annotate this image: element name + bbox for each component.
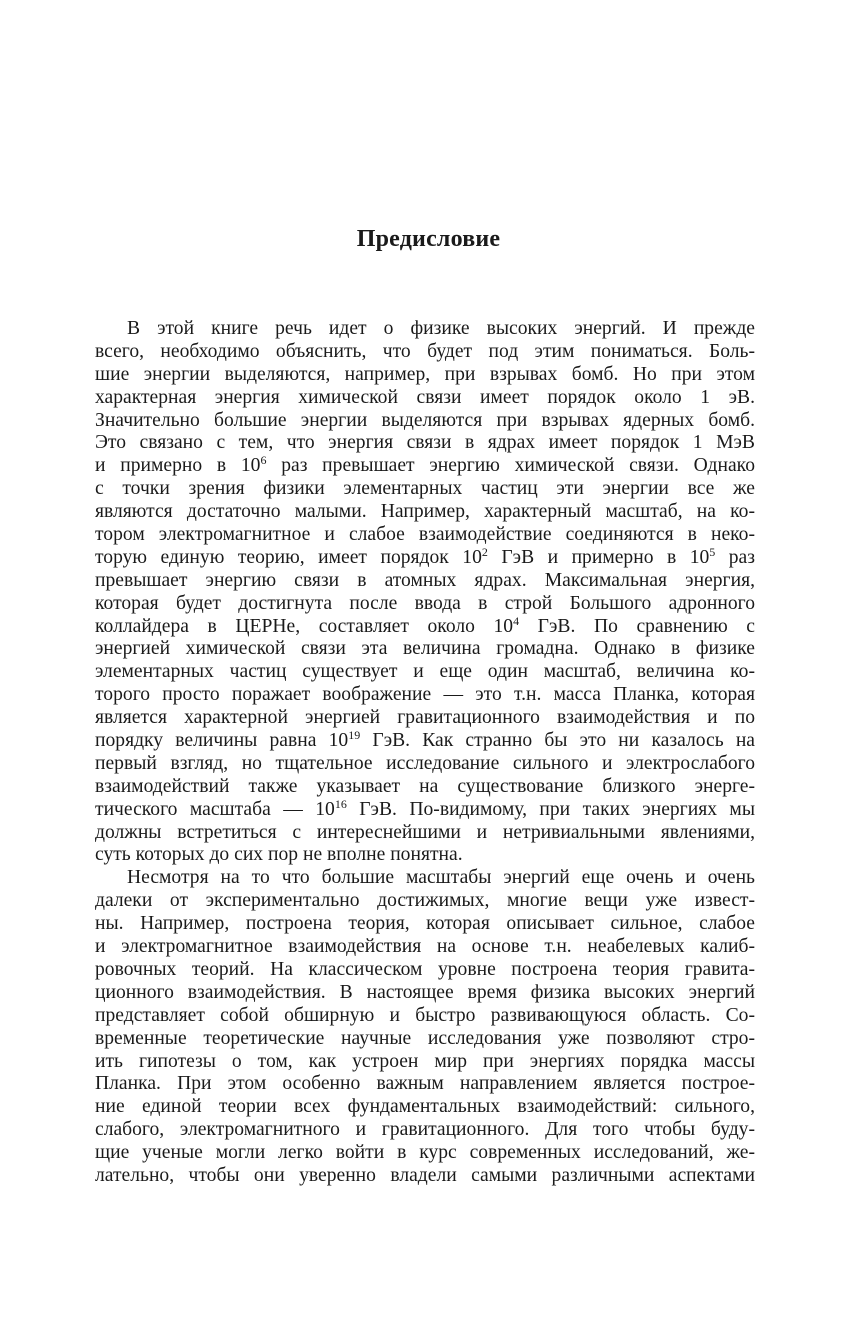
text-line (95, 593, 755, 616)
text-run: которая будет достигнута после ввода в строй Большого адронного (95, 592, 755, 614)
text-line (95, 822, 755, 845)
text-line (95, 796, 755, 822)
text-run: тического масштаба — 10 (95, 798, 335, 820)
text-run: с точки зрения физики элементарных частиц эти энергии все же (95, 478, 755, 500)
text-line (95, 501, 755, 524)
text-line (95, 776, 755, 799)
text-run: ГэВ. Как странно бы это ни казалось на (360, 730, 756, 752)
text-run: ние единой теории всех фундаментальных взаимодействий: сильного, (95, 1096, 755, 1118)
text-run: далеки от экспериментально достижимых, многие вещи уже извест- (95, 890, 755, 912)
text-line (95, 570, 755, 593)
text-run: ГэВ и примерно в 10 (487, 546, 710, 568)
text-run: торого просто поражает воображение — это т.н. масса Планка, которая (95, 684, 755, 706)
text-line (95, 707, 755, 730)
superscript-exponent: 4 (513, 613, 520, 628)
text-line (95, 913, 755, 936)
text-run: тором электромагнитное и слабое взаимодействие соединяются в неко- (95, 524, 755, 546)
text-run: торую единую теорию, имеет порядок 10 (95, 546, 482, 568)
text-line (95, 1142, 755, 1165)
text-line (95, 432, 755, 455)
page-title: Предисловие (356, 226, 501, 252)
text-line (95, 341, 755, 364)
text-run: Это связано с тем, что энергия связи в ядрах имеет порядок 1 МэВ (95, 432, 755, 454)
text-run: и примерно в 10 (95, 455, 261, 477)
text-line (95, 613, 755, 639)
text-line (95, 478, 755, 501)
text-run: превышает энергию связи в атомных ядрах. Максимальная энергия, (95, 569, 755, 591)
text-line (95, 1096, 755, 1119)
text-line (95, 524, 755, 547)
text-run: должны встретиться с интереснейшими и нетривиальными явлениями, (95, 821, 755, 843)
text-line (95, 1028, 755, 1051)
text-run: ционного взаимодействия. В настоящее время физика высоких энергий (95, 981, 755, 1003)
text-run: щие ученые могли легко войти в курс современных исследований, же- (95, 1142, 755, 1164)
text-run: ить гипотезы о том, как устроен мир при энергиях порядка массы (95, 1050, 755, 1072)
text-line (95, 1119, 755, 1142)
text-line (95, 364, 755, 387)
text-run: первый взгляд, но тщательное исследование сильного и электрослабого (95, 752, 755, 774)
superscript-exponent: 6 (260, 453, 267, 468)
text-run: Планка. При этом особенно важным направлением является построе- (95, 1073, 755, 1095)
text-run: и электромагнитное взаимодействия на основе т.н. неабелевых калиб- (95, 936, 755, 958)
text-run: слабого, электромагнитного и гравитационного. Для того чтобы буду- (95, 1119, 755, 1141)
text-run: порядку величины равна 10 (95, 730, 349, 752)
superscript-exponent: 16 (334, 796, 347, 811)
paragraph (95, 867, 755, 1187)
text-line (95, 867, 755, 890)
text-run: В этой книге речь идет о физике высоких энергий. И прежде (127, 318, 755, 339)
text-run: Значительно большие энергии выделяются при взрывах ядерных бомб. (95, 409, 755, 431)
text-run: ровочных теорий. На классическом уровне построена теория гравита- (95, 958, 755, 980)
text-line (95, 544, 755, 570)
text-line (95, 1073, 755, 1096)
text-line (95, 684, 755, 707)
text-run: временные теоретические научные исследования уже позволяют стро- (95, 1027, 755, 1049)
superscript-exponent: 5 (709, 544, 716, 559)
text-line (95, 455, 755, 478)
text-run: ГэВ. По-видимому, при таких энергиях мы (346, 798, 755, 820)
text-line (95, 936, 755, 959)
text-run: представляет собой обширную и быстро развивающуюся область. Со- (95, 1004, 755, 1026)
text-run: характерная энергия химической связи имеет порядок около 1 эВ. (95, 386, 755, 408)
text-line (95, 1165, 755, 1188)
text-line (95, 661, 755, 684)
text-line (95, 1051, 755, 1074)
text-run: элементарных частиц существует и еще один масштаб, величина ко- (95, 661, 755, 683)
text-line (95, 844, 755, 867)
superscript-exponent: 2 (481, 544, 488, 559)
text-run: ГэВ. По сравнению с (519, 615, 755, 637)
text-run: энергией химической связи эта величина громадна. Однако в физике (95, 638, 755, 660)
text-run: суть которых до сих пор не вполне понятна. (95, 844, 463, 866)
text-line (95, 982, 755, 1005)
text-run: коллайдера в ЦЕРНе, составляет около 10 (95, 615, 514, 637)
text-run: взаимодействий также указывает на существование близкого энерге- (95, 775, 755, 797)
text-line (95, 753, 755, 776)
text-run: шие энергии выделяются, например, при взрывах бомб. Но при этом (95, 363, 755, 385)
text-run: являются достаточно малыми. Например, характерный масштаб, на ко- (95, 501, 755, 523)
text-line (95, 410, 755, 433)
text-run: ны. Например, построена теория, которая описывает сильное, слабое (95, 913, 755, 935)
paragraph (95, 318, 755, 867)
text-line (95, 730, 755, 753)
text-line (95, 387, 755, 410)
text-line (95, 638, 755, 661)
text-line (95, 318, 755, 341)
text-run: всего, необходимо объяснить, что будет под этим пониматься. Боль- (95, 340, 755, 362)
text-run: раз (715, 546, 755, 568)
text-run: раз превышает энергию химической связи. Однако (266, 455, 755, 477)
text-line (95, 1005, 755, 1028)
text-run: Несмотря на то что большие масштабы энергий еще очень и очень (127, 867, 755, 889)
text-line (95, 890, 755, 913)
body-text (95, 318, 755, 1188)
text-line (95, 959, 755, 982)
text-run: является характерной энергией гравитационного взаимодействия и по (95, 707, 755, 729)
text-run: лательно, чтобы они уверенно владели самыми различными аспектами (95, 1164, 755, 1186)
superscript-exponent: 19 (348, 728, 361, 743)
